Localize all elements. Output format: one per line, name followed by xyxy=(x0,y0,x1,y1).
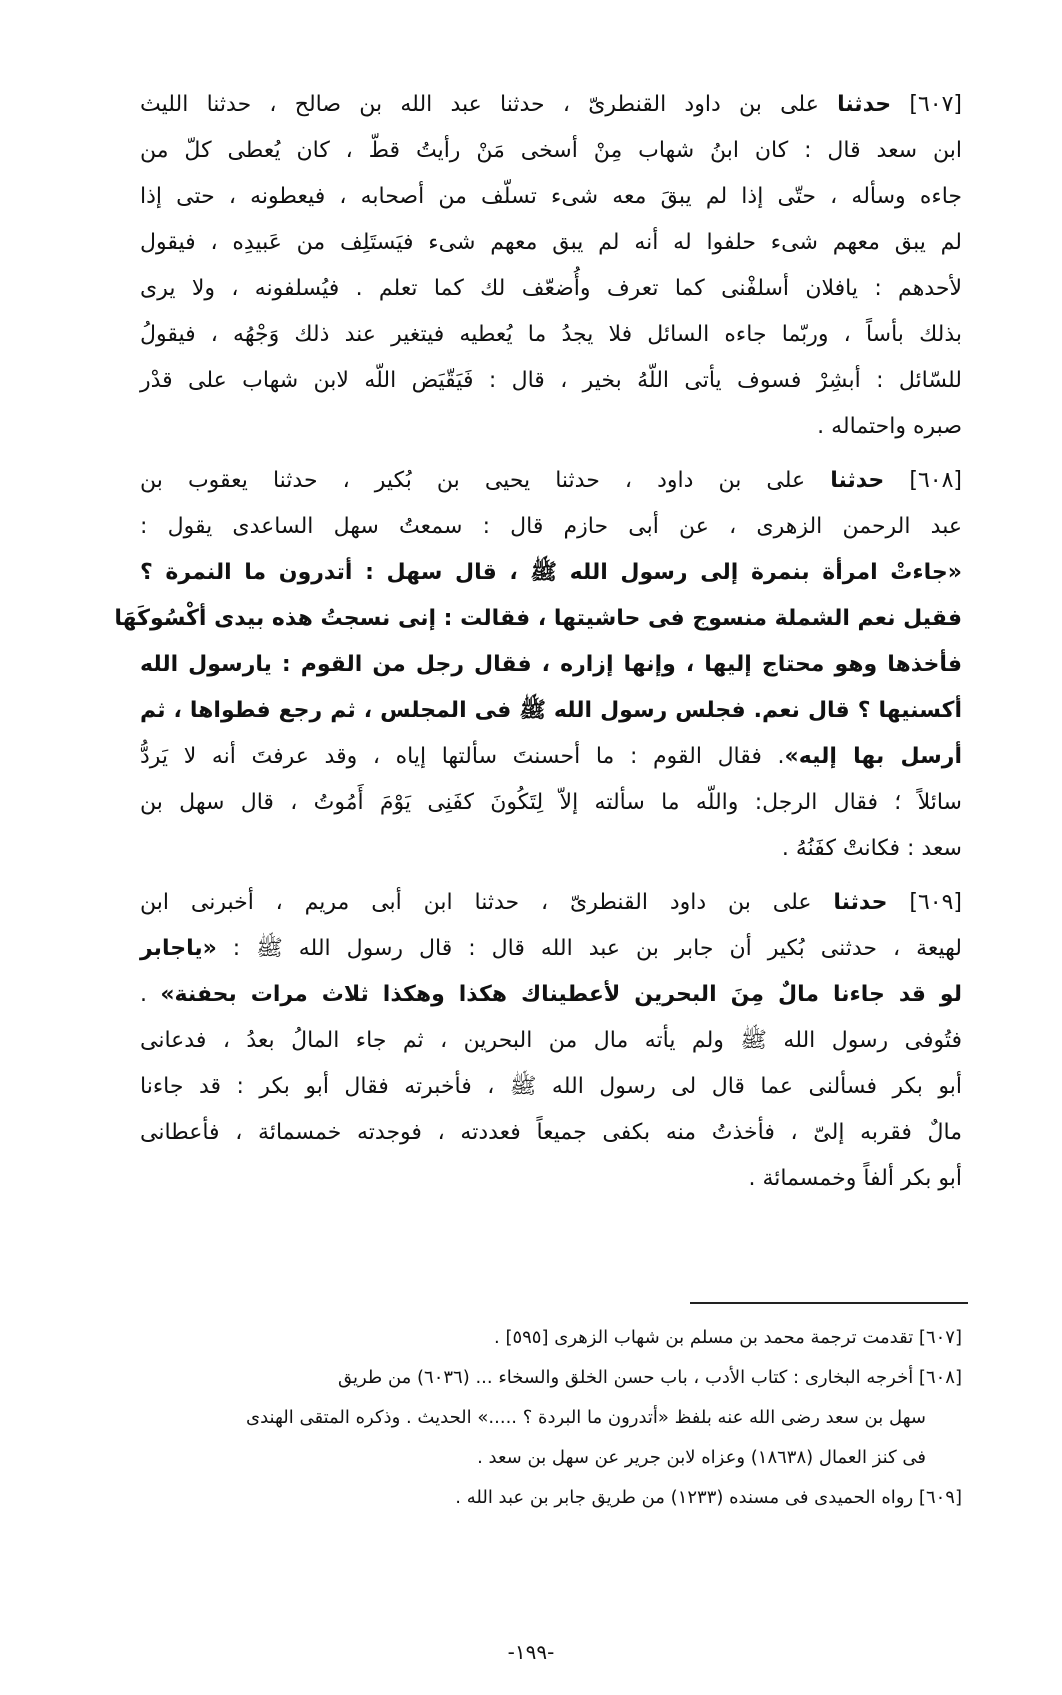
text-line xyxy=(140,972,962,1018)
text-line xyxy=(140,266,962,312)
text-segment: [٦٠٨] xyxy=(884,468,962,493)
text-segment: على بن داود ، حدثنا يحيى بن بُكير ، حدثنا يعقوب بن xyxy=(140,468,831,493)
text-segment: جاءه وسأله ، حتّى إذا لم يبقَ معه شىء تسلّف من أصحابه ، فيعطونه ، حتى إذا xyxy=(140,184,962,209)
text-line xyxy=(140,780,962,826)
text-segment: صبره واحتماله . xyxy=(817,414,962,439)
hadith-paragraph xyxy=(140,880,962,1202)
text-line xyxy=(140,642,962,688)
footnotes xyxy=(140,1318,962,1518)
text-segment: [٦٠٧] xyxy=(891,92,963,117)
bold-text-segment: حدثنا xyxy=(833,890,888,915)
text-segment: على بن داود القنطرىّ ، حدثنا ابن أبى مريم ، أخبرنى ابن xyxy=(140,890,834,915)
bold-text-segment: أرسل بها إليه» xyxy=(784,744,962,769)
text-segment: عبد الرحمن الزهرى ، عن أبى حازم قال : سمعتُ سهل الساعدى يقول : xyxy=(140,514,962,539)
text-segment: أبو بكر فسألنى عما قال لى رسول الله ﷺ ، فأخبرته فقال أبو بكر : قد جاءنا xyxy=(140,1074,962,1099)
text-segment: مالٌ فقربه إلىّ ، فأخذتُ منه بكفى جميعاً فعددته ، فوجدته خمسمائة ، فأعطانى xyxy=(140,1120,962,1145)
bold-text-segment: «جاءتْ امرأة بنمرة إلى رسول الله ﷺ ، قال سهل : أتدرون ما النمرة ؟ xyxy=(140,560,962,585)
page-number: -١٩٩- xyxy=(507,1640,555,1664)
text-line xyxy=(140,688,962,734)
footnote-line: [٦٠٧] تقدمت ترجمة محمد بن مسلم بن شهاب الزهرى [٥٩٥] . xyxy=(494,1327,962,1348)
text-line xyxy=(140,174,962,220)
bold-text-segment: أكسنيها ؟ قال نعم. فجلس رسول الله ﷺ فى المجلس ، ثم رجع فطواها ، ثم xyxy=(140,698,962,723)
text-line xyxy=(140,550,962,596)
text-segment: على بن داود القنطرىّ ، حدثنا عبد الله بن صالح ، حدثنا الليث xyxy=(140,92,838,117)
text-line xyxy=(140,404,962,450)
text-segment: أبو بكر ألفاً وخمسمائة . xyxy=(748,1166,962,1191)
hadith-paragraph xyxy=(140,82,962,450)
text-segment: لأحدهم : يافلان أسلفْنى كما تعرف وأُضعّف لك كما تعلم . فيُسلفونه ، ولا يرى xyxy=(140,276,962,301)
text-line xyxy=(140,128,962,174)
text-segment: بذلك بأساً ، وربّما جاءه السائل فلا يجدُ ما يُعطيه فيتغير عند ذلك وَجْهُه ، فيقولُ xyxy=(140,322,962,347)
text-line xyxy=(114,596,962,642)
text-line xyxy=(140,1018,962,1064)
text-segment: . فقال القوم : ما أحسنتَ سألتها إياه ، وقد عرفتَ أنه لا يَردُّ xyxy=(140,744,785,769)
text-line xyxy=(140,880,962,926)
footnote-line: [٦٠٩] رواه الحميدى فى مسنده (١٢٣٣) من طريق جابر بن عبد الله . xyxy=(455,1487,962,1508)
bold-text-segment: لو قد جاءنا مالٌ مِنَ البحرين لأعطيناك هكذا وهكذا ثلاث مرات بحفنة» xyxy=(160,982,962,1007)
text-line xyxy=(140,826,962,872)
bold-text-segment: حدثنا xyxy=(830,468,885,493)
bold-text-segment: «ياجابر xyxy=(140,936,217,961)
footnote-line: سهل بن سعد رضى الله عنه بلفظ «أتدرون ما البردة ؟ .....» الحديث . وذكره المتقى الهندى xyxy=(246,1407,926,1428)
footnote-line: [٦٠٨] أخرجه البخارى : كتاب الأدب ، باب حسن الخلق والسخاء ... (٦٠٣٦) من طريق xyxy=(337,1367,962,1388)
text-segment: سائلاً ؛ فقال الرجل: واللّه ما سألته إلاّ لِتَكُونَ كفَنِى يَوْمَ أَمُوتُ ، قال سهل بن xyxy=(140,790,962,815)
text-line xyxy=(140,82,962,128)
bold-text-segment: فقيل نعم الشملة منسوج فى حاشيتها ، فقالت : إنى نسجتُ هذه بيدى أكْسُوكَهَا xyxy=(114,606,962,631)
text-segment: ابن سعد قال : كان ابنُ شهاب مِنْ أسخى مَنْ رأيتُ قطّ ، كان يُعطى كلّ من xyxy=(140,138,962,163)
text-line xyxy=(140,504,962,550)
text-segment: فتُوفى رسول الله ﷺ ولم يأته مال من البحرين ، ثم جاء المالُ بعدُ ، فدعانى xyxy=(140,1028,962,1053)
text-line xyxy=(140,1064,962,1110)
text-line xyxy=(140,926,962,972)
text-segment: . xyxy=(140,982,161,1007)
footnote-separator xyxy=(690,1302,968,1304)
text-segment: للسّائل : أبشِرْ فسوف يأتى اللّهُ بخير ، قال : فَيَقّيَض اللّه لابن شهاب على قدْر xyxy=(140,368,962,393)
text-line xyxy=(140,734,962,780)
bold-text-segment: حدثنا xyxy=(837,92,892,117)
text-line xyxy=(140,312,962,358)
text-segment: لم يبق معهم شىء حلفوا له أنه لم يبق معهم شىء فيَستَلِف من عَبيدِه ، فيقول xyxy=(140,230,962,255)
footnote-line: فى كنز العمال (١٨٦٣٨) وعزاه لابن جرير عن سهل بن سعد . xyxy=(477,1447,926,1468)
hadith-paragraph xyxy=(114,458,962,872)
text-line xyxy=(140,220,962,266)
text-line xyxy=(140,458,962,504)
text-line xyxy=(140,1156,962,1202)
text-segment: سعد : فكانتْ كفَنُهُ . xyxy=(781,836,962,861)
text-line xyxy=(140,358,962,404)
text-line xyxy=(140,1110,962,1156)
text-segment: لهيعة ، حدثنى بُكير أن جابر بن عبد الله قال : قال رسول الله ﷺ : xyxy=(216,936,962,961)
text-segment: [٦٠٩] xyxy=(887,890,963,915)
bold-text-segment: فأخذها وهو محتاج إليها ، وإنها إزاره ، فقال رجل من القوم : يارسول الله xyxy=(140,652,962,677)
hadith-text xyxy=(114,82,963,1210)
